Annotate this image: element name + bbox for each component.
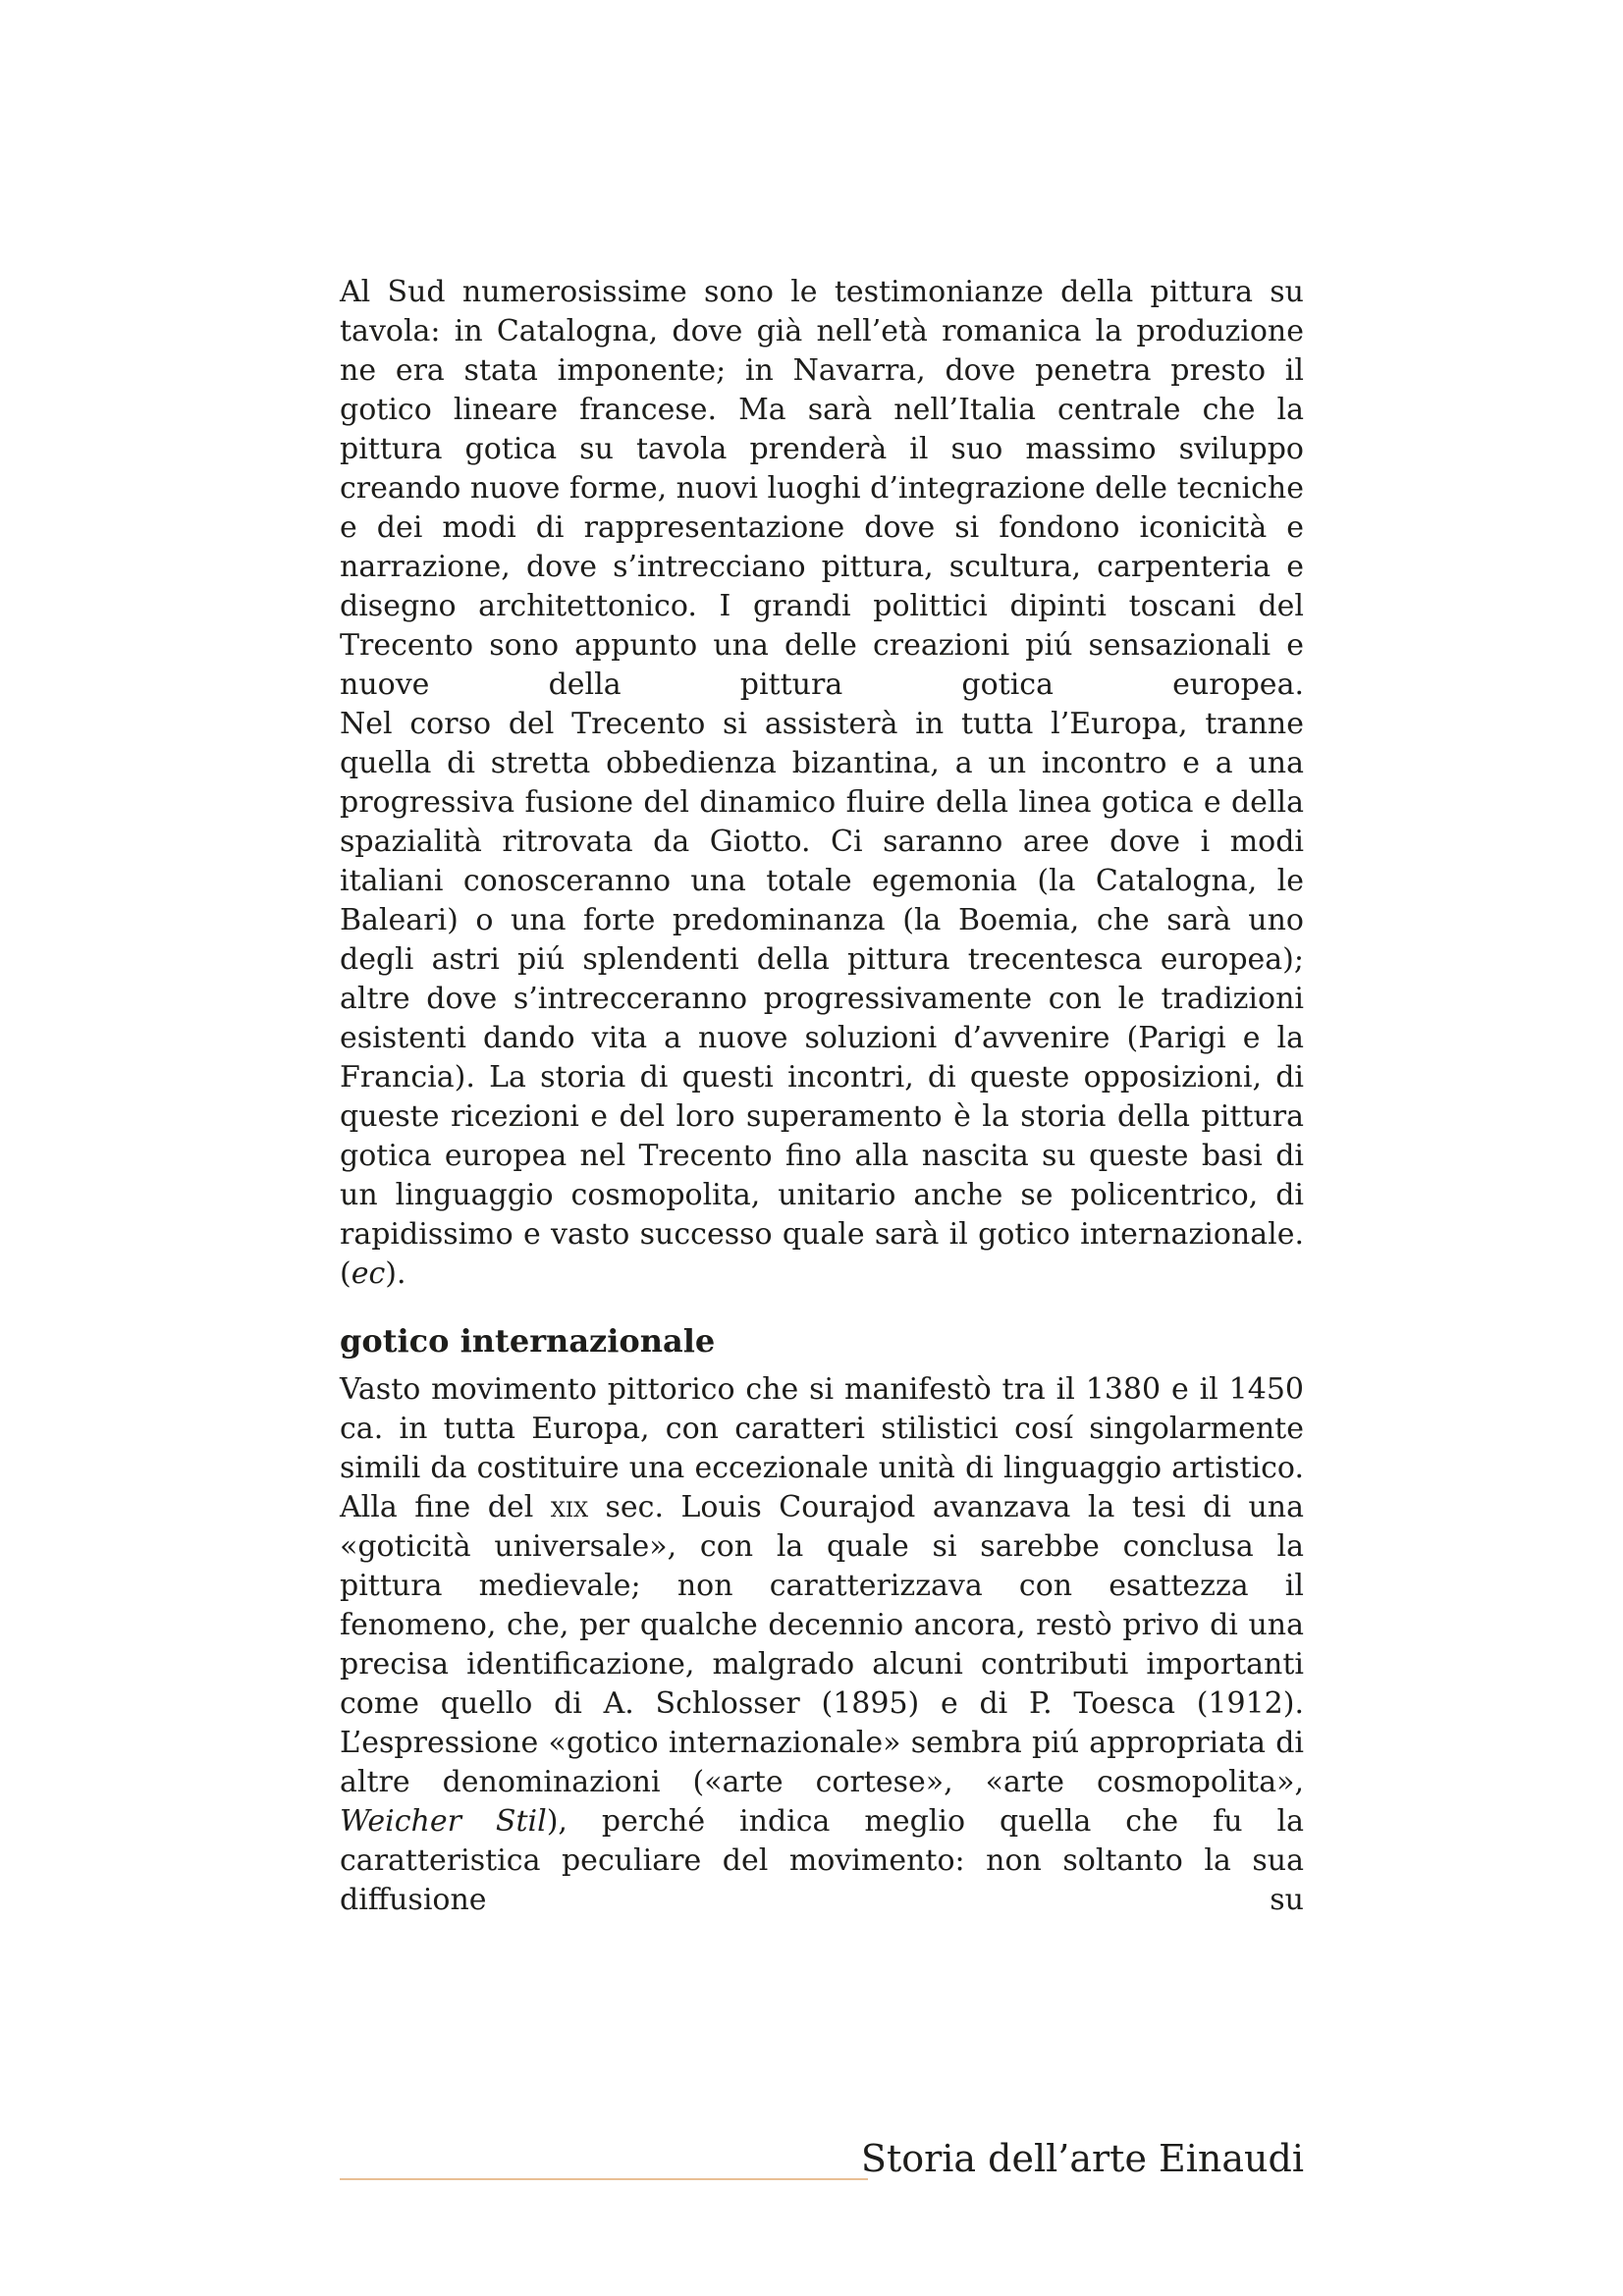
page-footer [340, 2131, 1304, 2186]
entry-heading: gotico internazionale [340, 1322, 716, 1360]
paragraph-international-gothic [340, 1370, 1304, 1920]
paragraph-trecento-text: Nel corso del Trecento si assisterà in tutta l’Europa, tranne quella di stretta obbedienza bizantina, a un incontro e a una progressiva fusione del dinamico fluire della linea gotica e della spazialità ritrovata da Giotto. Ci saranno aree dove i modi italiani conosceranno una totale egemonia (la Catalogna, le Baleari) o una forte predominanza (la Boemia, che sarà uno degli astri piú splendenti della pittura trecentesca europea); altre dove s’intrecceranno progressivamente con le tradizioni esistenti dando vita a nuove soluzioni d’avvenire (Parigi e la Francia). La storia di questi incontri, di queste opposizioni, di queste ricezioni e del loro superamento è la storia della pittura gotica europea nel Trecento fino alla nascita su queste basi di un linguaggio cosmopolita, unitario anche se policentrico, di rapidissimo e vasto successo quale sarà il gotico internazionale. ( [340, 707, 1304, 1291]
paragraph-ig-text-a: Vasto movimento pittorico che si manifestò tra il 1380 e il 1450 ca. in tutta Europa, con caratteri stilistici cosí singolarmente simili da costituire una eccezionale unità di linguaggio artistico. Alla fine del [340, 1372, 1304, 1524]
paragraph-ig-text-b: sec. Louis Courajod avanzava la tesi di una «goticità universale», con la quale si sarebbe conclusa la pittura medievale; non caratterizzava con esattezza il fenomeno, che, per qualche decennio ancora, restò privo di una precisa identificazione, malgrado alcuni contributi importanti come quello di A. Schlosser (1895) e di P. Toesca (1912). L’espressione «gotico internazionale» sembra piú appropriata di altre denominazioni («arte cortese», «arte cosmopolita», [340, 1490, 1304, 1799]
author-initials: ec [351, 1256, 386, 1291]
century-numeral: xix [550, 1490, 589, 1524]
footer-rule [340, 2178, 868, 2180]
text-column [340, 273, 1304, 1920]
paragraph-trecento-end: ). [385, 1256, 406, 1291]
weicher-stil-term: Weicher Stil [340, 1804, 547, 1839]
paragraph-ig-text-c: ), perché indica meglio quella che fu la caratteristica peculiare del movimento: non soltanto la sua diffusione su [340, 1804, 1304, 1917]
paragraph-panel-painting: Al Sud numerosissime sono le testimonianze della pittura su tavola: in Catalogna, dove già nell’età romanica la produzione ne era stata imponente; in Navarra, dove penetra presto il gotico lineare francese. Ma sarà nell’Italia centrale che la pittura gotica su tavola prenderà il suo massimo sviluppo creando nuove forme, nuovi luoghi d’integrazione delle tecniche e dei modi di rappresentazione dove si fondono iconicità e narrazione, dove s’intrecciano pittura, scultura, carpenteria e disegno architettonico. I grandi polittici dipinti toscani del Trecento sono appunto una delle creazioni piú sensazionali e nuove della pittura gotica europea. [340, 275, 1304, 702]
paragraph-trecento-fusion [340, 705, 1304, 1294]
footer-title: Storia dell’arte Einaudi [860, 2137, 1304, 2180]
